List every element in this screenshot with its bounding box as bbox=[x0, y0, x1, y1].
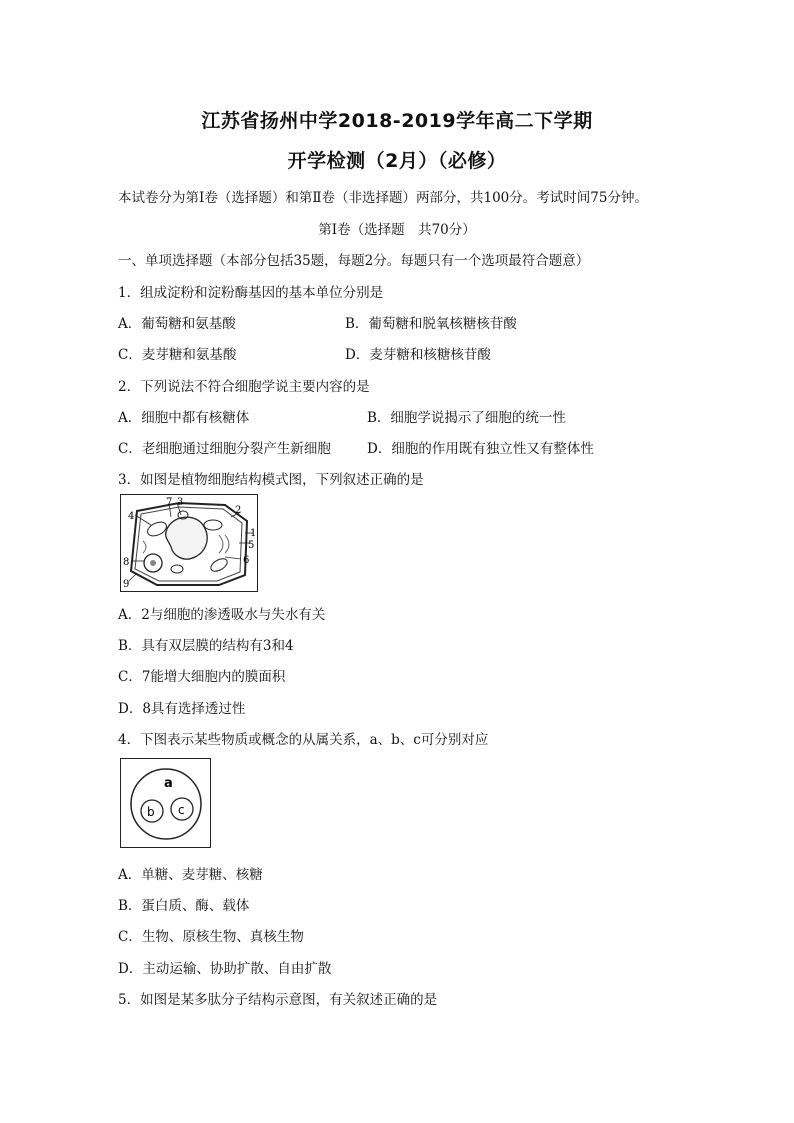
q4-option-a: A．单糖、麦芽糖、核糖 bbox=[118, 867, 263, 883]
figure-label-5: 5 bbox=[248, 540, 255, 551]
chloroplast-shape bbox=[145, 519, 168, 538]
figure-label-6: 6 bbox=[243, 555, 250, 566]
q3-option-b: B．具有双层膜的结构有3和4 bbox=[118, 638, 294, 654]
mitochondrion-shape bbox=[171, 565, 183, 573]
set-label-a: a bbox=[164, 776, 173, 791]
set-label-c: c bbox=[178, 803, 185, 817]
q5-stem: 5．如图是某多肽分子结构示意图，有关叙述正确的是 bbox=[118, 992, 438, 1008]
figure-label-8: 8 bbox=[123, 557, 130, 568]
q1-option-b: B．葡萄糖和脱氧核糖核苷酸 bbox=[345, 316, 517, 332]
q3-option-c: C．7能增大细胞内的膜面积 bbox=[118, 669, 286, 685]
q4-stem: 4．下图表示某些物质或概念的从属关系，a、b、c可分别对应 bbox=[118, 732, 489, 748]
q3-option-d: D．8具有选择透过性 bbox=[118, 701, 246, 717]
vacuole-shape bbox=[166, 517, 208, 559]
er-lines bbox=[143, 541, 146, 553]
nucleolus-shape bbox=[150, 560, 156, 566]
q1-option-a: A．葡萄糖和氨基酸 bbox=[118, 316, 236, 332]
figure-label-4: 4 bbox=[128, 511, 135, 522]
section1-heading: 一、单项选择题（本部分包括35题，每题2分。每题只有一个选项最符合题意） bbox=[118, 253, 590, 269]
plant-cell-diagram bbox=[120, 494, 258, 592]
er-lines bbox=[219, 535, 229, 553]
set-relation-svg bbox=[121, 759, 210, 847]
figure-label-3: 3 bbox=[177, 497, 184, 508]
q2-option-a: A．细胞中都有核糖体 bbox=[118, 410, 250, 426]
exam-title-line1: 江苏省扬州中学2018-2019学年高二下学期 bbox=[201, 110, 593, 132]
q3-stem: 3．如图是植物细胞结构模式图，下列叙述正确的是 bbox=[118, 472, 424, 488]
exam-title-line2: 开学检测（2月）（必修） bbox=[287, 150, 507, 172]
figure-label-7: 7 bbox=[166, 497, 173, 508]
q4-option-c: C．生物、原核生物、真核生物 bbox=[118, 929, 304, 945]
q1-option-c: C．麦芽糖和氨基酸 bbox=[118, 347, 237, 363]
exam-intro: 本试卷分为第Ⅰ卷（选择题）和第Ⅱ卷（非选择题）两部分，共100分。考试时间75分钟。 bbox=[118, 190, 648, 206]
q2-option-b: B．细胞学说揭示了细胞的统一性 bbox=[367, 410, 566, 426]
set-relation-diagram bbox=[120, 758, 211, 848]
q4-option-b: B．蛋白质、酶、载体 bbox=[118, 898, 250, 914]
q3-option-a: A．2与细胞的渗透吸水与失水有关 bbox=[118, 607, 326, 623]
figure-label-9: 9 bbox=[123, 579, 130, 590]
plant-cell-svg bbox=[121, 495, 257, 591]
q2-stem: 2．下列说法不符合细胞学说主要内容的是 bbox=[118, 379, 370, 395]
part1-heading: 第Ⅰ卷（选择题 共70分） bbox=[318, 222, 476, 238]
figure-label-1: 1 bbox=[250, 528, 257, 539]
q2-option-c: C．老细胞通过细胞分裂产生新细胞 bbox=[118, 441, 331, 457]
q1-option-d: D．麦芽糖和核糖核苷酸 bbox=[345, 347, 491, 363]
q2-option-d: D．细胞的作用既有独立性又有整体性 bbox=[367, 441, 594, 457]
set-label-b: b bbox=[147, 805, 155, 819]
figure-label-2: 2 bbox=[235, 505, 242, 516]
chloroplast-shape bbox=[204, 520, 222, 530]
chloroplast-shape bbox=[209, 556, 230, 574]
q4-option-d: D．主动运输、协助扩散、自由扩散 bbox=[118, 961, 332, 977]
q1-stem: 1．组成淀粉和淀粉酶基因的基本单位分别是 bbox=[118, 285, 384, 301]
